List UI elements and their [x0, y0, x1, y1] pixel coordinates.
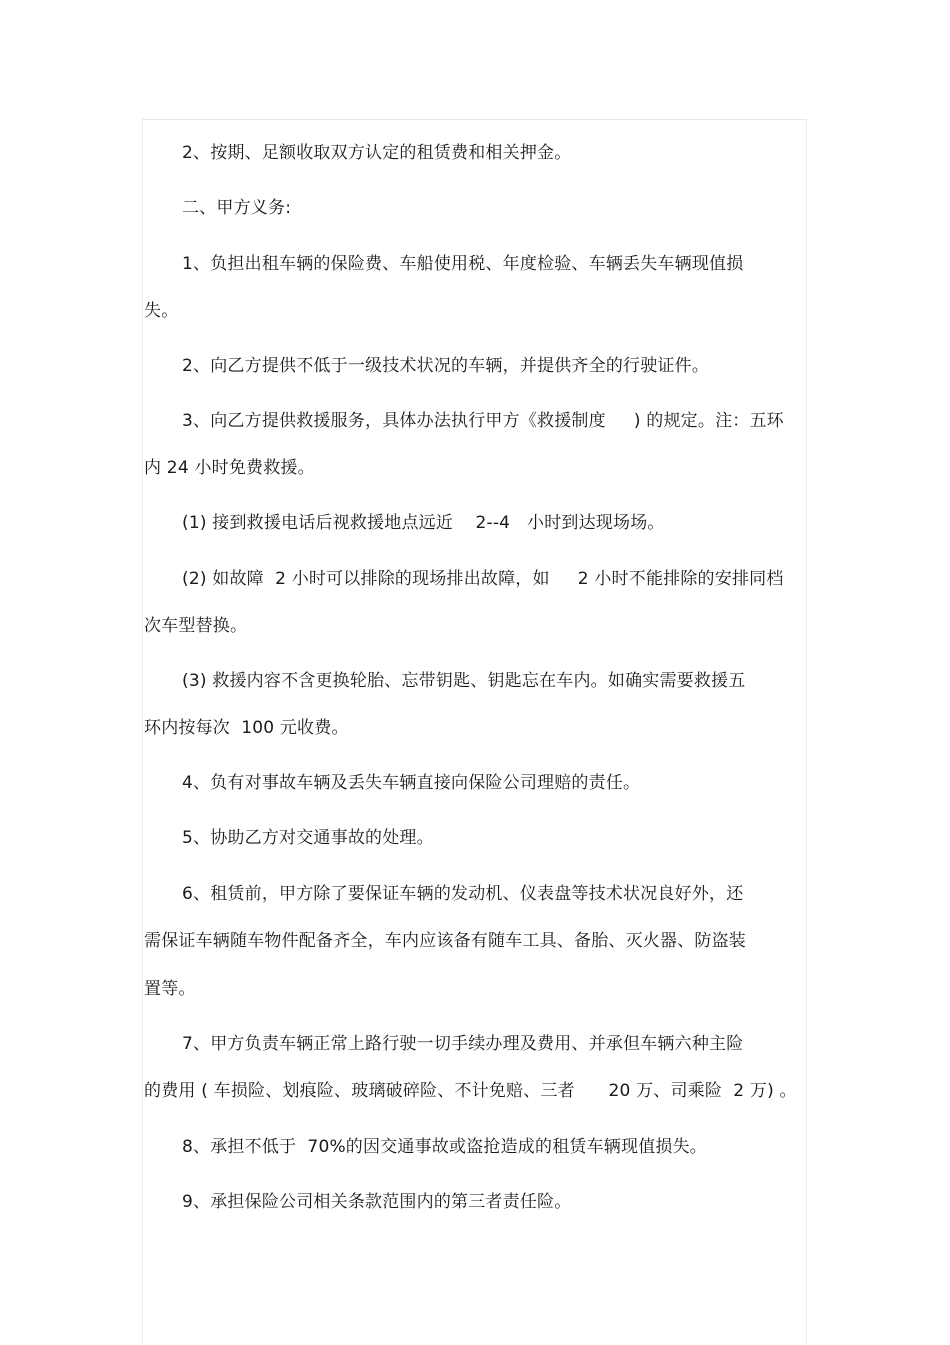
- text-line-6: 3、向乙方提供救援服务，具体办法执行甲方《救援制度 ) 的规定。注：五环: [182, 411, 784, 431]
- text-line-18: 7、甲方负责车辆正常上路行驶一切手续办理及费用、并承但车辆六种主险: [182, 1034, 744, 1054]
- text-line-19: 的费用 ( 车损险、划痕险、玻璃破碎险、不计免赔、三者 20 万、司乘险 2 万) 。: [144, 1081, 797, 1101]
- text-line-15: 6、租赁前，甲方除了要保证车辆的发动机、仪表盘等技术状况良好外，还: [182, 884, 744, 904]
- text-line-13: 4、负有对事故车辆及丢失车辆直接向保险公司理赔的责任。: [182, 773, 641, 793]
- text-line-4: 失。: [144, 301, 179, 321]
- text-line-1: 2、按期、足额收取双方认定的租赁费和相关押金。: [182, 143, 572, 163]
- text-line-12: 环内按每次 100 元收费。: [144, 718, 349, 738]
- text-line-17: 置等。: [144, 979, 196, 999]
- text-line-20: 8、承担不低于 70%的因交通事故或盗抢造成的租赁车辆现值损失。: [182, 1137, 708, 1157]
- text-line-10: 次车型替换。: [144, 616, 248, 636]
- text-line-16: 需保证车辆随车物件配备齐全，车内应该备有随车工具、备胎、灭火器、防盗装: [144, 931, 746, 951]
- text-line-7: 内 24 小时免费救援。: [144, 458, 315, 478]
- text-line-8: (1) 接到救援电话后视救援地点远近 2--4 小时到达现场场。: [182, 513, 665, 533]
- text-line-9: (2) 如故障 2 小时可以排除的现场排出故障，如 2 小时不能排除的安排同档: [182, 569, 784, 589]
- text-line-14: 5、协助乙方对交通事故的处理。: [182, 828, 434, 848]
- section-heading-party-a-obligations: 二、甲方义务:: [182, 198, 292, 218]
- text-line-5: 2、向乙方提供不低于一级技术状况的车辆，并提供齐全的行驶证件。: [182, 356, 710, 376]
- text-line-21: 9、承担保险公司相关条款范围内的第三者责任险。: [182, 1192, 572, 1212]
- text-line-11: (3) 救援内容不含更换轮胎、忘带钥匙、钥匙忘在车内。如确实需要救援五: [182, 671, 746, 691]
- text-line-3: 1、负担出租车辆的保险费、车船使用税、年度检验、车辆丢失车辆现值损: [182, 254, 744, 274]
